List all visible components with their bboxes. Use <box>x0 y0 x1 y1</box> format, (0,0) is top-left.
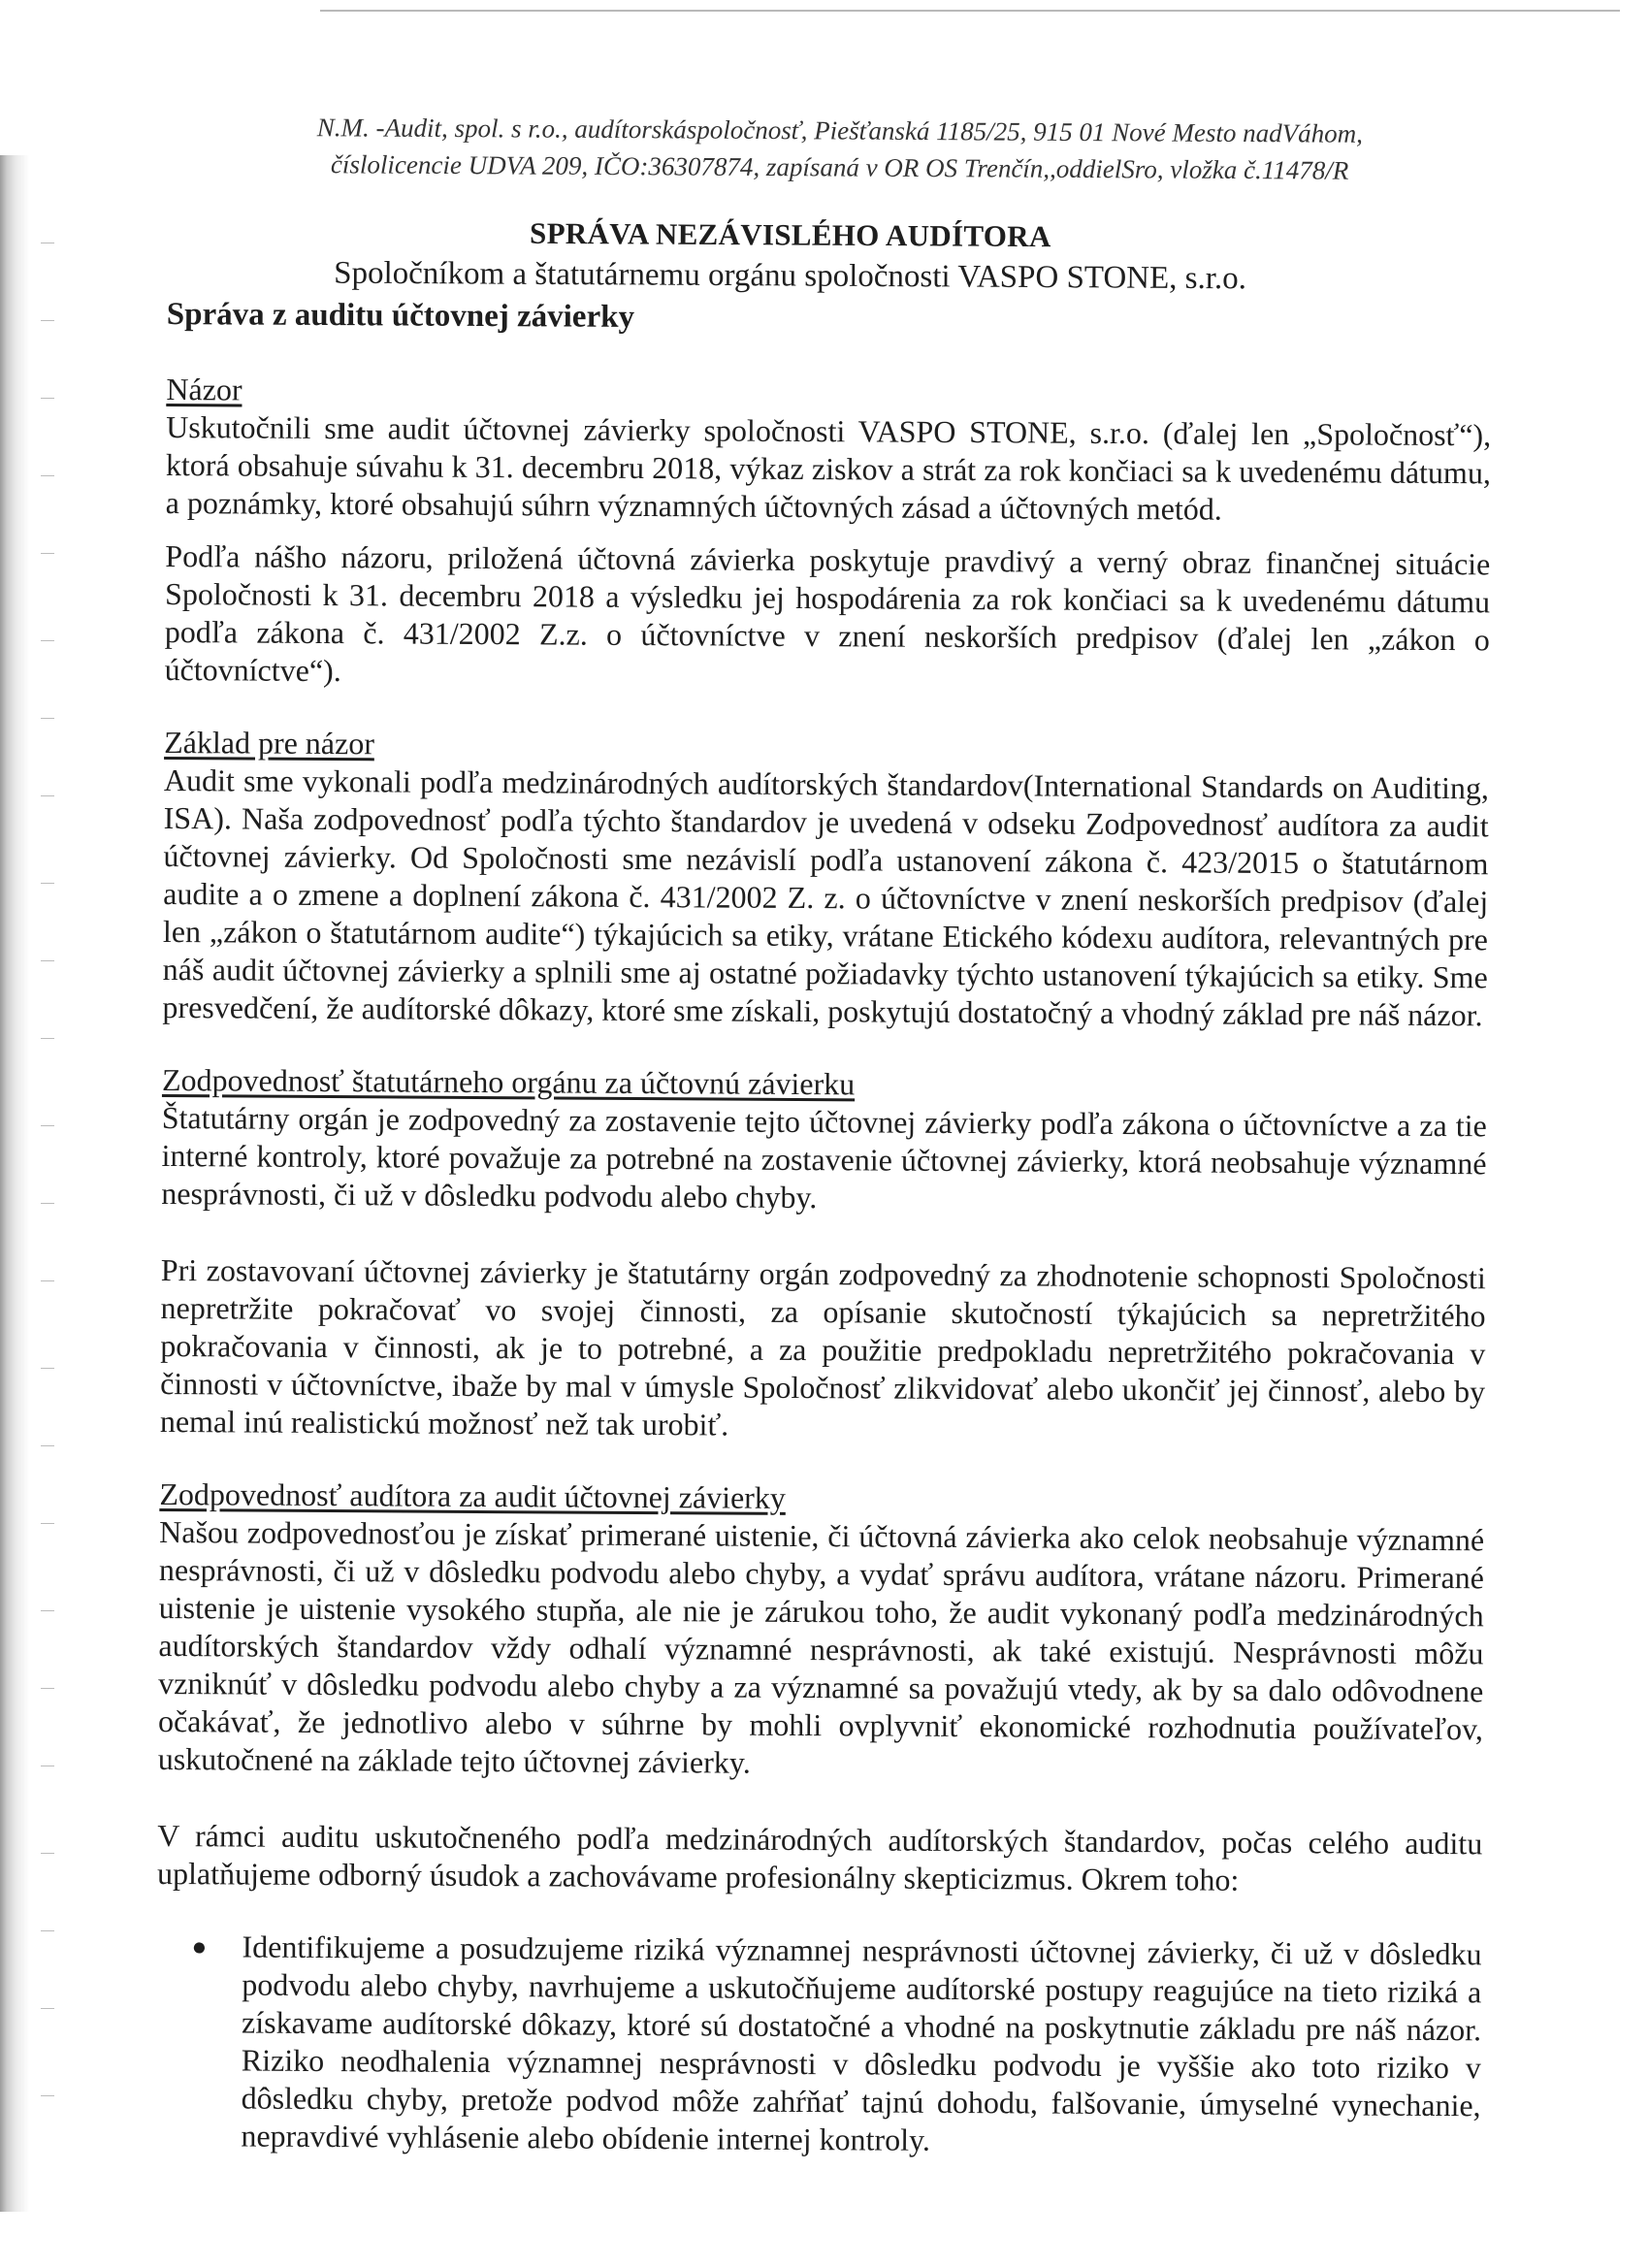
report-body <box>155 293 1492 2162</box>
auditor-firm-header <box>287 109 1393 189</box>
basis-heading: Základ pre názor <box>164 724 375 761</box>
management-paragraph-1: Štatutárny orgán je zodpovedný za zostavenie tejto účtovnej závierky podľa zákona o účtovníctve a za tie interné kontroly, ktoré považuje za potrebné na zostavenie účtovnej závierky, ktorá neobsahuje významné nesprávnosti, či už v dôsledku podvodu alebo chyby. <box>161 1099 1487 1215</box>
opinion-paragraph-2: Podľa nášho názoru, priložená účtovná závierka poskytuje pravdivý a verný obraz finančnej situácie Spoločnosti k 31. decembru 2018 a výsledku jej hospodárenia za rok končiaci sa k uvedenému dátumu podľa zákona č. 431/2002 Z.z. o účtovníctve v znení neskorších predpisov (ďalej len „zákon o účtovníctve“). <box>164 537 1491 689</box>
list-item <box>191 1928 1482 2163</box>
bullet-icon: ● <box>191 1932 208 1961</box>
auditor-paragraph-2: V rámci auditu uskutočneného podľa medzinárodných audítorských štandardov, počas celého auditu uplatňujeme odborný úsudok a zachovávame profesionálny skepticizmus. Okrem toho: <box>156 1817 1483 1897</box>
opinion-section <box>165 371 1492 697</box>
management-section <box>160 1061 1487 1448</box>
auditor-paragraph-1: Našou zodpovednosťou je získať primerané uistenie, či účtovná závierka ako celok neobsahuje významné nesprávnosti, či už v dôsledku podvodu alebo chyby, a vydať správu audítora, vrátane názoru. Primerané uistenie je uistenie vysokého stupňa, ale nie je zárukou toho, že audit vykonaný podľa medzinárodných audítorských štandardov vždy odhalí významné nesprávnosti, ak také existujú. Nesprávnosti môžu vzniknúť v dôsledku podvodu alebo chyby a za významné sa považujú vtedy, ak by sa dalo odôvodnene očakávať, že jednotlivo alebo v súhrne by mohli ovplyvniť ekonomické rozhodnutia používateľov, uskutočnené na základe tejto účtovnej závierky. <box>157 1513 1485 1780</box>
management-paragraph-2: Pri zostavovaní účtovnej závierky je štatutárny orgán zodpovedný za zhodnotenie schopnosti Spoločnosti nepretržite pokračovať vo svojej činnosti, za opísanie skutočností týkajúcich sa nepretržitého pokračovania v činnosti, ak je to potrebné, a za použitie predpokladu nepretržitého pokračovania v činnosti v účtovníctve, ibaže by mal v úmysle Spoločnosť zlikvidovať alebo ukončiť jej činnosť, alebo by nemal inú realistickú možnosť než tak urobiť. <box>159 1251 1486 1442</box>
opinion-heading: Názor <box>166 371 242 407</box>
auditor-heading: Zodpovednosť audítora za audit účtovnej závierky <box>159 1475 786 1515</box>
section-title: Správa z auditu účtovnej závierky <box>166 296 635 335</box>
auditor-bullet-list <box>155 1928 1481 2162</box>
header-line-2: číslolicencie UDVA 209, IČO:36307874, zapísaná v OR OS Trenčín,,oddielSro, vložka č.11478/R <box>330 149 1349 185</box>
bullet-text: Identifikujeme a posudzujeme riziká významnej nesprávnosti účtovnej závierky, či už v dôsledku podvodu alebo chyby, navrhujeme a uskutočňujeme audítorské postupy reagujúce na tieto riziká a získavame audítorské dôkazy, ktoré sú dostatočné a vhodné na poskytnutie základu pre náš názor. Riziko neodhalenia významnej nesprávnosti v dôsledku podvodu je vyššie ako toto riziko v dôsledku chyby, pretože podvod môže zahŕňať tajnú dohodu, falšovanie, úmyselné vynechanie, nepravdivé vyhlásenie alebo obídenie internej kontroly. <box>241 1928 1482 2157</box>
report-title: SPRÁVA NEZÁVISLÉHO AUDÍTORA <box>529 215 1051 254</box>
auditor-section <box>155 1475 1484 2162</box>
basis-paragraph: Audit sme vykonali podľa medzinárodných audítorských štandardov(International Standards on Auditing, ISA). Naša zodpovednosť podľa týchto štandardov je uvedená v odseku Zodpovednosť audítora za audit účtovnej závierky. Od Spoločnosti sme nezávislí podľa ustanovení zákona č. 423/2015 o štatutárnom audite a o zmene a doplnení zákona č. 431/2002 Z. z. o účtovníctve v znení neskorších predpisov (ďalej len „zákon o štatutárnom audite“) týkajúcich sa etiky, vrátane Etického kódexu audítora, relevantných pre náš audit účtovnej závierky a splnili sme aj ostatné požiadavky týchto ustanovení týkajúcich sa etiky. Sme presvedčení, že audítorské dôkazy, ktoré sme získali, poskytujú dostatočný a vhodný základ pre náš názor. <box>162 761 1490 1033</box>
header-line-1: N.M. -Audit, spol. s r.o., audítorskáspoločnosť, Piešťanská 1185/25, 915 01 Nové Mesto nadVáhom, <box>316 113 1364 148</box>
report-title-block <box>242 211 1338 300</box>
basis-section <box>162 724 1489 1034</box>
management-heading: Zodpovednosť štatutárneho orgánu za účtovnú závierku <box>161 1061 856 1102</box>
opinion-paragraph-1: Uskutočnili sme audit účtovnej závierky spoločnosti VASPO STONE, s.r.o. (ďalej len „Spoločnosť“), ktorá obsahuje súvahu k 31. decembru 2018, výkaz ziskov a strát za rok končiaci sa k uvedenému dátumu, a poznámky, ktoré obsahujú súhrn významných účtovných zásad a účtovných metód. <box>165 408 1492 527</box>
report-addressee: Spoločníkom a štatutárnemu orgánu spoločnosti VASPO STONE, s.r.o. <box>334 255 1247 297</box>
